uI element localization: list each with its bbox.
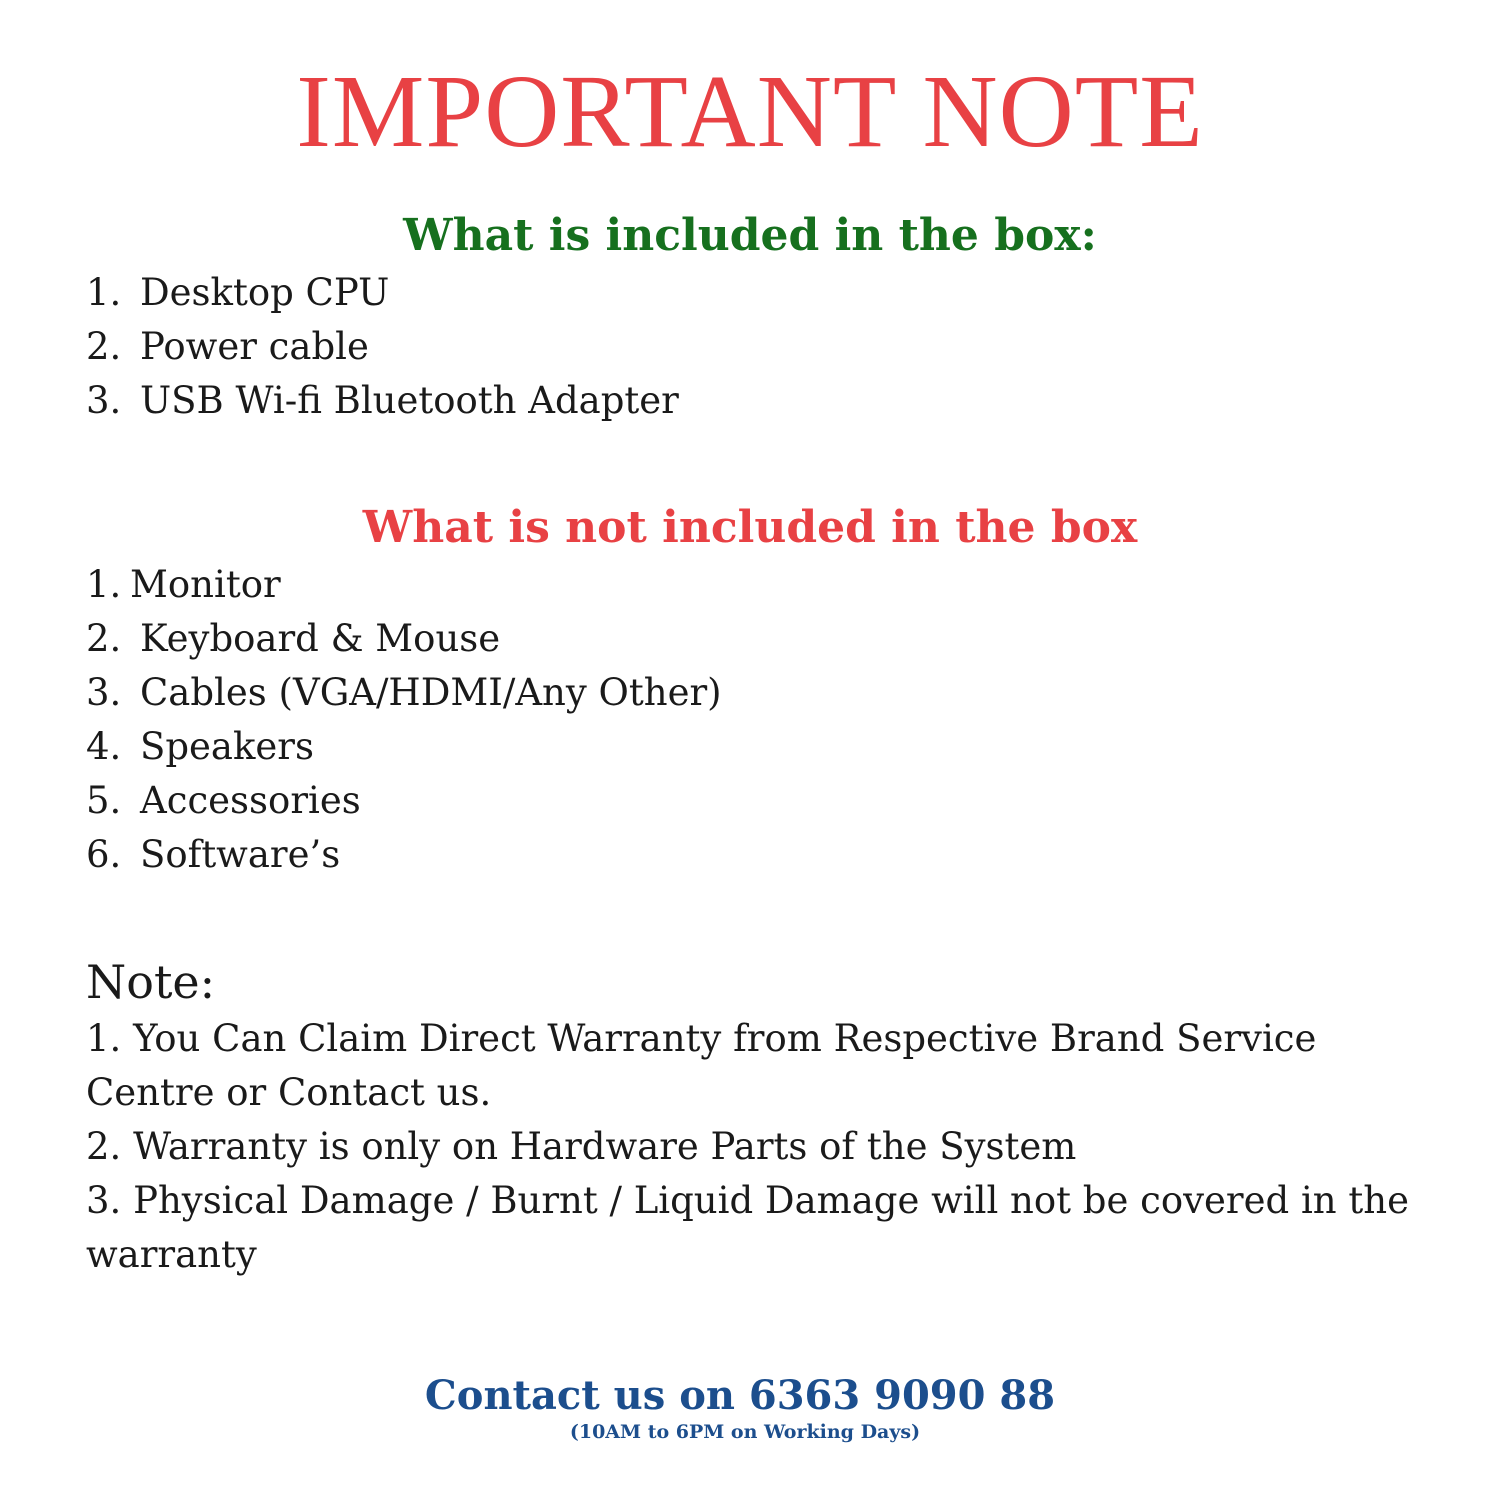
list-item-text: Speakers: [140, 725, 314, 768]
list-item-number: 1.: [86, 563, 122, 606]
list-item: [86, 828, 722, 882]
contact-hours: (10AM to 6PM on Working Days): [569, 1421, 921, 1443]
list-item-number: 3.: [86, 379, 122, 422]
list-item-number: 1.: [86, 271, 122, 314]
list-item-text: Accessories: [140, 779, 361, 822]
list-item-number: 3.: [86, 671, 122, 714]
note-item: 3. Physical Damage / Burnt / Liquid Damage will not be covered in the warranty: [86, 1179, 1409, 1276]
note-label: Note:: [86, 955, 216, 1009]
not-included-heading: What is not included in the box: [362, 502, 1138, 553]
list-item-text: Keyboard & Mouse: [140, 617, 501, 660]
note-item: 1. You Can Claim Direct Warranty from Respective Brand Service Centre or Contact us.: [86, 1017, 1317, 1114]
list-item: [86, 374, 679, 428]
list-item: [86, 720, 722, 774]
page-title: IMPORTANT NOTE: [296, 54, 1204, 169]
list-item: [86, 266, 679, 320]
list-item-number: 6.: [86, 833, 122, 876]
list-item-text: Software’s: [140, 833, 341, 876]
list-item-text: USB Wi-fi Bluetooth Adapter: [140, 379, 679, 422]
list-item: [86, 558, 722, 612]
list-item-text: Power cable: [140, 325, 369, 368]
list-item-number: 5.: [86, 779, 122, 822]
included-list: [86, 266, 679, 428]
list-item: [86, 320, 679, 374]
list-item-number: 2.: [86, 617, 122, 660]
note-list: [86, 1012, 1416, 1282]
list-item-number: 2.: [86, 325, 122, 368]
list-item: [86, 774, 722, 828]
list-item-number: 4.: [86, 725, 122, 768]
list-item: [86, 666, 722, 720]
not-included-list: [86, 558, 722, 882]
included-heading: What is included in the box:: [403, 210, 1097, 261]
list-item-text: Desktop CPU: [140, 271, 390, 314]
contact-line: Contact us on 6363 9090 88: [424, 1372, 1056, 1419]
list-item: [86, 612, 722, 666]
list-item-text: Monitor: [130, 563, 281, 606]
note-item: 2. Warranty is only on Hardware Parts of the System: [86, 1125, 1077, 1168]
list-item-text: Cables (VGA/HDMI/Any Other): [140, 671, 722, 714]
